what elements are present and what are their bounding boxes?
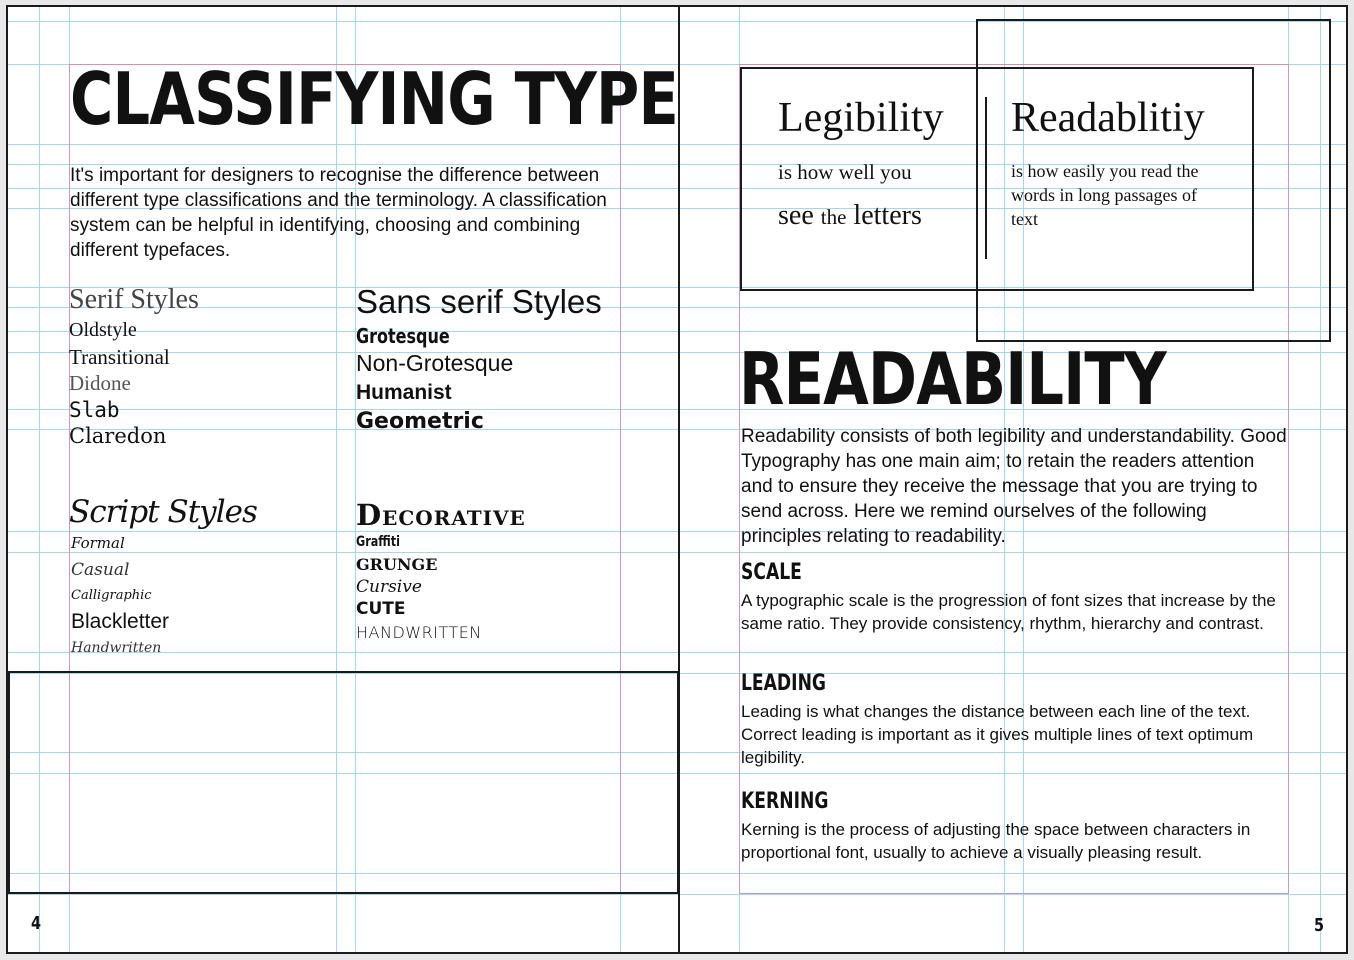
serif-item-transitional: Transitional (69, 345, 170, 369)
guide-line (8, 894, 1346, 895)
legibility-word-letters: letters (853, 200, 922, 231)
sans-item-non-grotesque: Non-Grotesque (356, 350, 514, 376)
intro-paragraph: It's important for designers to recognise the difference between different type classifications and the terminology. A classification system can be helpful in identifying, choosing and combining different typefaces. (70, 165, 607, 261)
legibility-line2 (778, 200, 922, 232)
section-heading-kerning: KERNING (741, 789, 829, 814)
page-number-right: 5 (1314, 915, 1325, 936)
legibility-word-see: see (778, 200, 814, 231)
decorative-item-graffiti: Graffiti (356, 534, 400, 550)
image-frame (8, 671, 679, 894)
serif-item-claredon: Claredon (69, 424, 167, 448)
serif-heading: Serif Styles (69, 284, 199, 315)
readability-box-heading: Readablitiy (1011, 95, 1205, 141)
script-item-formal: Formal (71, 534, 125, 552)
readability-title: READABILITY (739, 337, 1166, 421)
serif-item-oldstyle: Oldstyle (69, 319, 137, 341)
section-heading-leading: LEADING (741, 671, 827, 696)
serif-item-slab: Slab (69, 398, 120, 422)
decorative-item-grunge: GRUNGE (356, 555, 438, 574)
sans-item-grotesque: Grotesque (356, 324, 450, 348)
section-text-kerning: Kerning is the process of adjusting the space between characters in proportional font, usually to achieve a visually pleasing result. (741, 820, 1251, 862)
script-item-casual: Casual (71, 560, 130, 580)
readability-intro: Readability consists of both legibility and understandability. Good Typography has one main aim; to retain the readers attention and to ensure they receive the message that you are trying to send across. Here we remind ourselves of the following principles relating to readability. (741, 426, 1287, 547)
section-text-leading: Leading is what changes the distance between each line of the text. Correct leading is important as it gives multiple lines of text optimum legibility. (741, 702, 1254, 767)
divider-line (985, 97, 987, 259)
legibility-heading: Legibility (778, 95, 944, 141)
sans-item-geometric: Geometric (356, 409, 484, 434)
script-item-blackletter: Blackletter (71, 610, 170, 633)
script-item-handwritten: Handwritten (71, 640, 162, 656)
serif-item-didone: Didone (69, 371, 131, 395)
legibility-word-the: the (820, 205, 847, 229)
sans-heading: Sans serif Styles (356, 283, 602, 320)
page-number-left: 4 (31, 913, 42, 934)
readability-box-text: is how easily you read the words in long passages of text (1011, 161, 1199, 229)
sans-item-humanist: Humanist (356, 381, 452, 404)
document-spread (6, 5, 1348, 954)
script-item-calligraphic: Calligraphic (71, 588, 152, 603)
script-heading: Script Styles (69, 494, 257, 530)
section-heading-scale: SCALE (741, 560, 802, 585)
decorative-item-cursive: Cursive (356, 577, 422, 597)
decorative-item-cute: CUTE (356, 599, 406, 619)
section-text-scale: A typographic scale is the progression of font sizes that increase by the same ratio. They provide consistency, rhythm, hierarchy and contrast. (741, 591, 1276, 633)
legibility-line1: is how well you (778, 160, 912, 184)
decorative-heading: Decorative (356, 498, 526, 532)
decorative-item-handwritten: HANDWRITTEN (356, 623, 482, 642)
page-title: CLASSIFYING TYPE (70, 57, 678, 141)
